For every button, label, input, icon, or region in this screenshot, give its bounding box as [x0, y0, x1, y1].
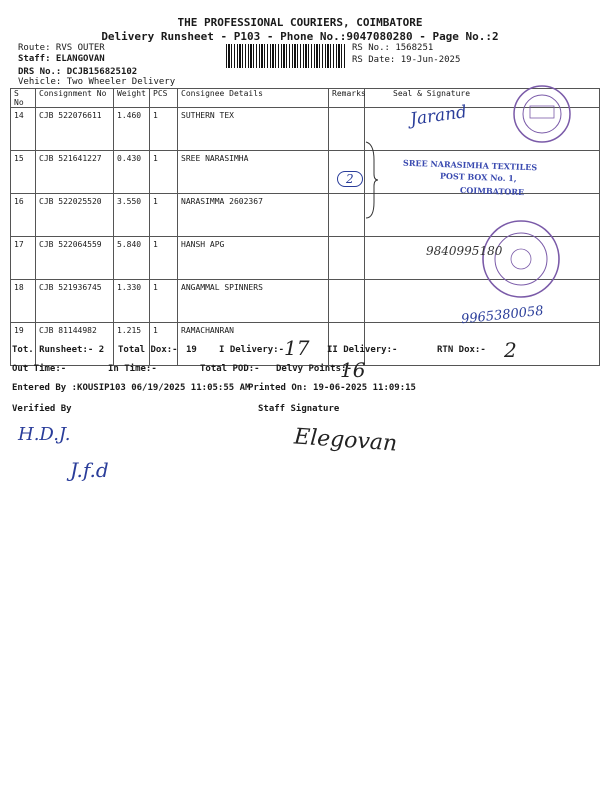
cell-consignment: CJB 81144982	[36, 323, 114, 366]
ii-delivery-label: II Delivery:-	[327, 345, 398, 355]
cell-remarks	[329, 237, 365, 280]
i-delivery-value: 17	[284, 336, 310, 360]
cell-consignment: CJB 521936745	[36, 280, 114, 323]
cell-consignee: ANGAMMAL SPINNERS	[178, 280, 329, 323]
verified-signature-2: J.f.d	[70, 458, 109, 482]
stamp-line: COIMBATORE	[459, 184, 525, 198]
cell-pcs: 1	[150, 237, 178, 280]
stamp-line: SREE NARASIMHA TEXTILES	[402, 157, 538, 173]
cell-sno: 17	[11, 237, 36, 280]
out-time-label: Out Time:-	[12, 364, 67, 374]
stamp-line: POST BOX No. 1,	[439, 170, 517, 184]
remark-row16: 2	[337, 171, 363, 187]
cell-pcs: 1	[150, 151, 178, 194]
rs-number: RS No.: 1568251	[352, 43, 434, 53]
col-consignee: Consignee Details	[178, 89, 329, 108]
row19-phone: 9965380058	[460, 303, 545, 328]
staff-signature-label: Staff Signature	[258, 404, 340, 414]
col-consignment: Consignment No	[36, 89, 114, 108]
cell-pcs: 1	[150, 108, 178, 151]
entered-by: Entered By :KOUSIP103 06/19/2025 11:05:55 AM	[12, 383, 251, 393]
col-seal: Seal & Signature	[365, 89, 600, 108]
cell-pcs: 1	[150, 280, 178, 323]
cell-weight: 3.550	[114, 194, 150, 237]
total-dox-value: 19	[186, 345, 197, 355]
vehicle-label: Vehicle: Two Wheeler Delivery	[18, 77, 176, 87]
cell-weight: 1.330	[114, 280, 150, 323]
cell-consignment: CJB 522076611	[36, 108, 114, 151]
i-delivery-label: I Delivery:-	[219, 345, 285, 355]
rtn-dox-value: 2	[504, 338, 517, 362]
route-label: Route: RVS OUTER	[18, 43, 105, 53]
cell-weight: 0.430	[114, 151, 150, 194]
col-weight: Weight	[114, 89, 150, 108]
barcode-image	[226, 44, 347, 68]
cell-weight: 5.840	[114, 237, 150, 280]
cell-remarks	[329, 194, 365, 237]
cell-remarks	[329, 108, 365, 151]
staff-label: Staff: ELANGOVAN	[18, 54, 105, 64]
cell-sno: 18	[11, 280, 36, 323]
verified-signature-1: H.D.J.	[18, 424, 71, 445]
cell-weight: 1.215	[114, 323, 150, 366]
drs-label: DRS No.: DCJB156825102	[18, 67, 138, 77]
delvy-points-value: 16	[340, 358, 366, 382]
cell-sno: 19	[11, 323, 36, 366]
verified-by-label: Verified By	[12, 404, 72, 414]
staff-signature: Elegovan	[293, 424, 398, 457]
cell-consignment: CJB 522025520	[36, 194, 114, 237]
cell-consignee: SUTHERN TEX	[178, 108, 329, 151]
cell-seal	[365, 323, 600, 366]
printed-on: Printed On: 19-06-2025 11:09:15	[248, 383, 416, 393]
total-dox-label: Total Dox:-	[118, 345, 178, 355]
rtn-dox-label: RTN Dox:-	[437, 345, 486, 355]
cell-consignee: NARASIMMA 2602367	[178, 194, 329, 237]
cell-sno: 16	[11, 194, 36, 237]
runsheet-title: Delivery Runsheet - P103 - Phone No.:9047080280 - Page No.:2	[101, 30, 499, 43]
cell-weight: 1.460	[114, 108, 150, 151]
cell-pcs: 1	[150, 323, 178, 366]
row14-signature: Jarand	[408, 102, 469, 130]
seal-stamp-icon	[476, 216, 566, 302]
total-pod-label: Total POD:-	[200, 364, 260, 374]
cell-sno: 14	[11, 108, 36, 151]
cell-consignee: HANSH APG	[178, 237, 329, 280]
cell-pcs: 1	[150, 194, 178, 237]
rs-date: RS Date: 19-Jun-2025	[352, 55, 461, 65]
cell-sno: 15	[11, 151, 36, 194]
cell-consignee: RAMACHANRAN	[178, 323, 329, 366]
cell-consignee: SREE NARASIMHA	[178, 151, 329, 194]
col-remarks: Remarks	[329, 89, 365, 108]
cell-remarks	[329, 280, 365, 323]
tot-runsheet: Tot. Runsheet:- 2	[12, 345, 105, 355]
delvy-points-label: Delvy Points:-	[276, 364, 352, 374]
cell-consignment: CJB 522064559	[36, 237, 114, 280]
brace-mark-icon	[364, 140, 380, 220]
cell-consignment: CJB 521641227	[36, 151, 114, 194]
in-time-label: In Time:-	[108, 364, 157, 374]
col-pcs: PCS	[150, 89, 178, 108]
row17-phone: 9840995180	[426, 244, 503, 258]
col-sno: S No	[11, 89, 36, 108]
seal-stamp-icon	[500, 82, 584, 146]
company-title: THE PROFESSIONAL COURIERS, COIMBATORE	[177, 16, 423, 29]
